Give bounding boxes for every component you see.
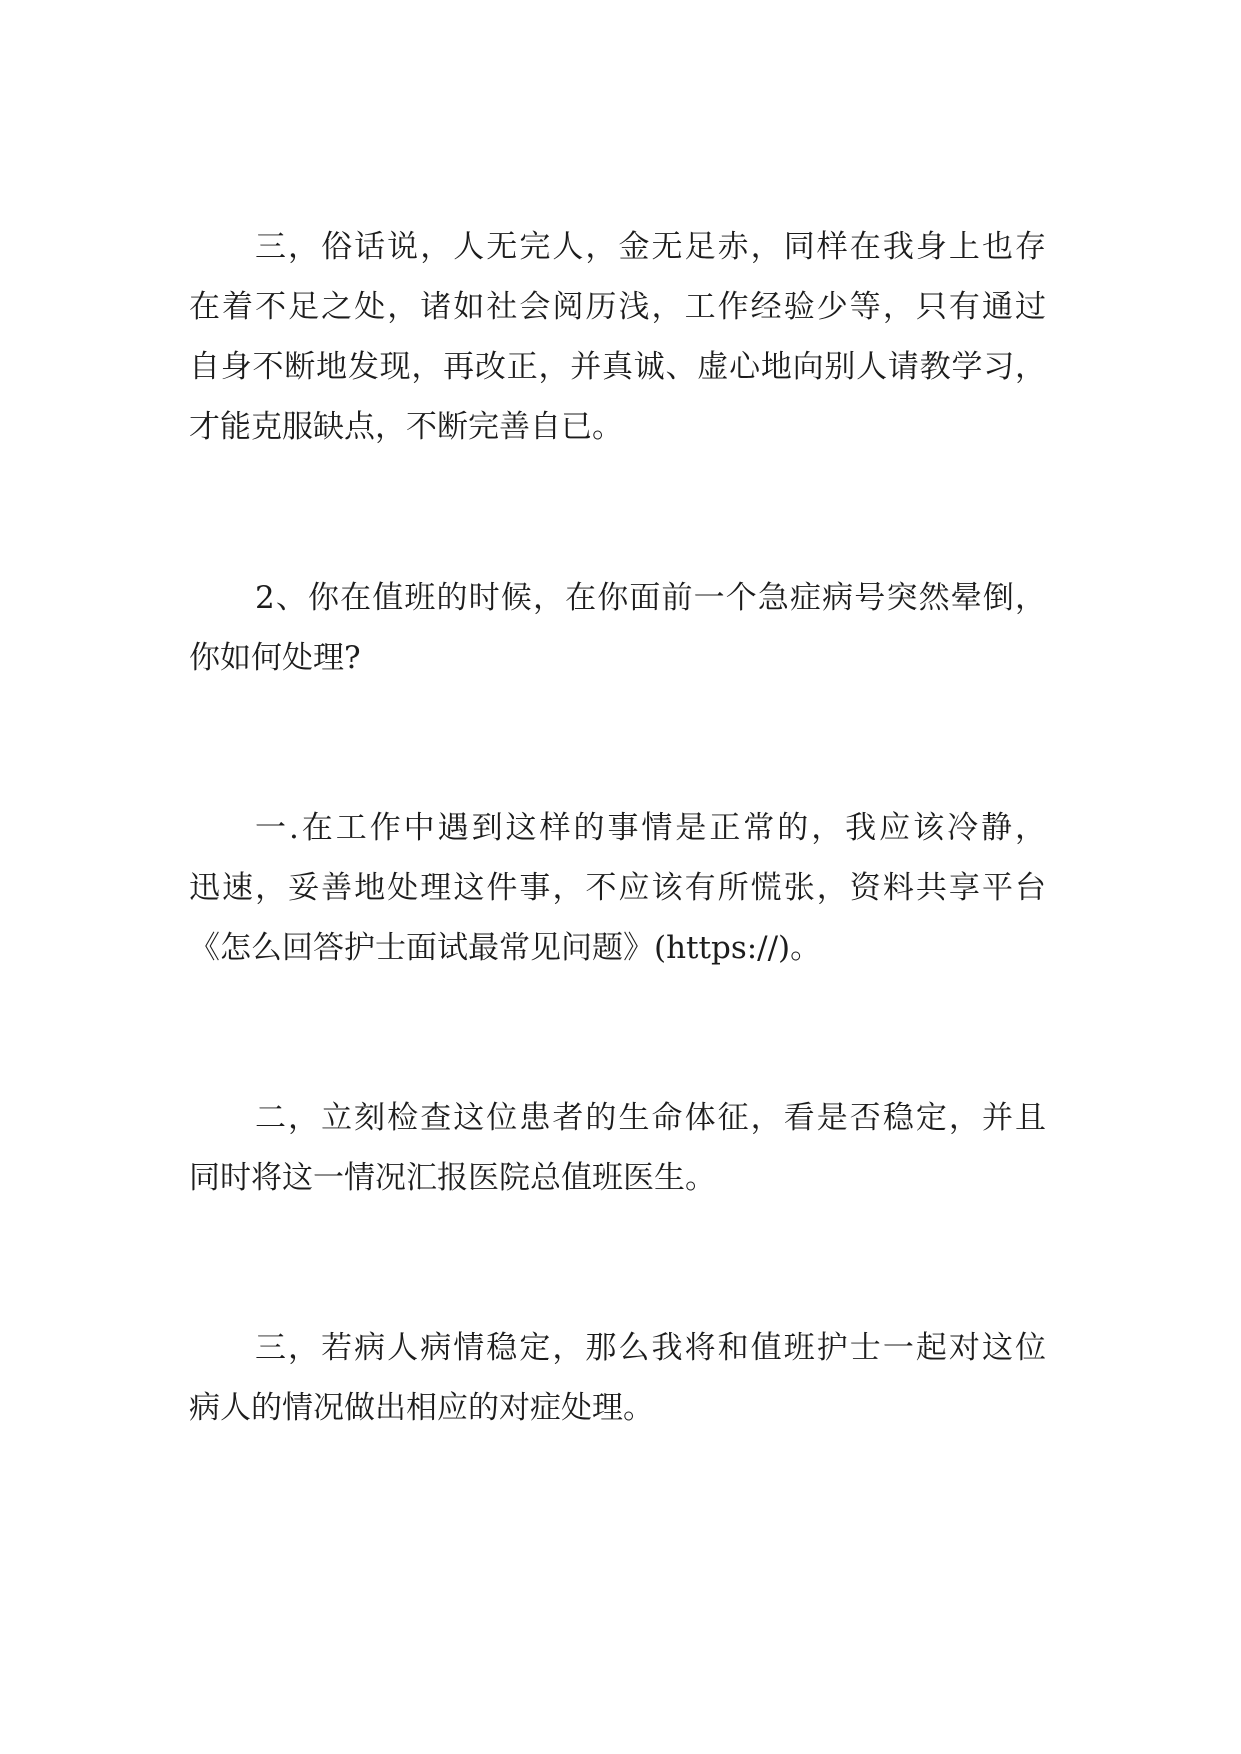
paragraph-line: 自身不断地发现，再改正，并真诚、虚心地向别人请教学习， [189, 349, 1046, 385]
paragraph-line: 三，若病人病情稳定，那么我将和值班护士一起对这位 [255, 1330, 1046, 1366]
paragraph-line: 三，俗话说，人无完人，金无足赤，同样在我身上也存 [255, 229, 1046, 265]
paragraph-line: 2、你在值班的时候，在你面前一个急症病号突然晕倒， [255, 580, 1046, 616]
paragraph-line: 才能克服缺点，不断完善自已。 [189, 409, 623, 445]
paragraph-line: 迅速，妥善地处理这件事，不应该有所慌张，资料共享平台 [189, 870, 1046, 906]
paragraph-line: 你如何处理? [189, 640, 361, 676]
paragraph-line: 二，立刻检查这位患者的生命体征，看是否稳定，并且 [255, 1100, 1046, 1136]
paragraph-line: 一.在工作中遇到这样的事情是正常的，我应该冷静， [255, 810, 1046, 846]
paragraph-line: 病人的情况做出相应的对症处理。 [189, 1390, 654, 1426]
paragraph-line: 同时将这一情况汇报医院总值班医生。 [189, 1160, 716, 1196]
paragraph-line: 在着不足之处，诸如社会阅历浅，工作经验少等，只有通过 [189, 289, 1046, 325]
paragraph-line: 《怎么回答护士面试最常见问题》(https://)。 [189, 930, 822, 966]
